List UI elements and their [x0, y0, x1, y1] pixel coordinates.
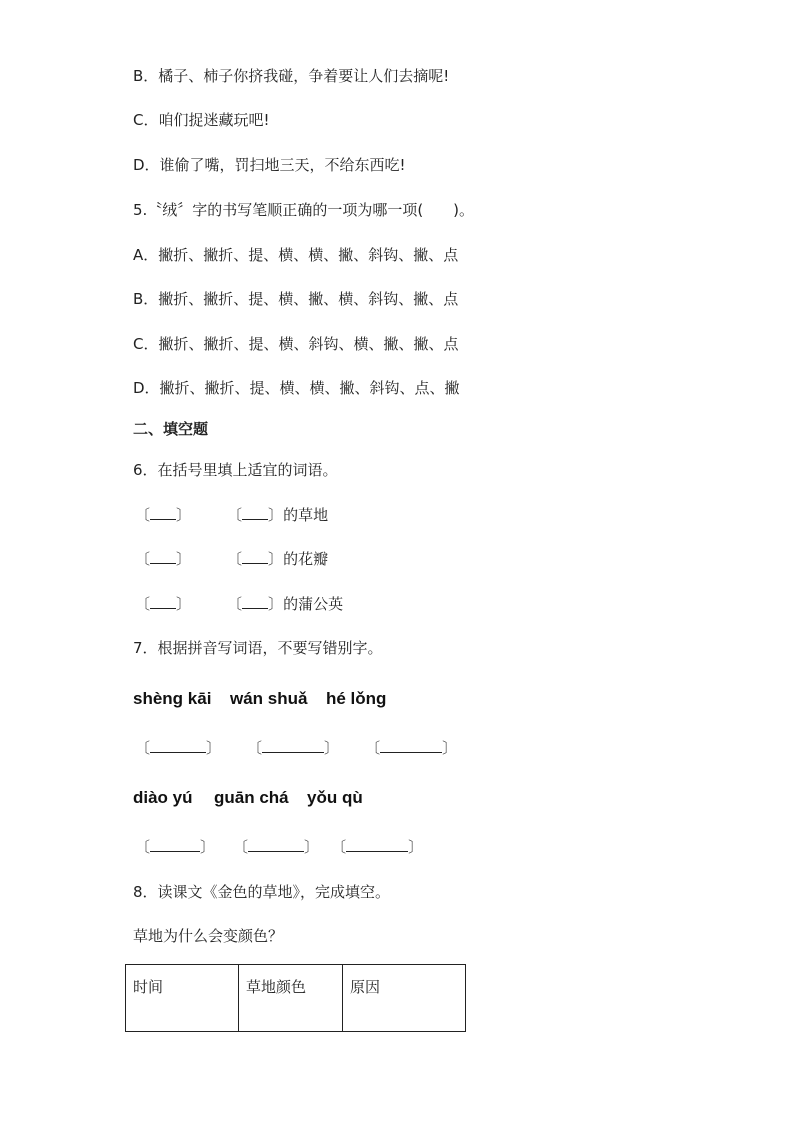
q6-suffix: 的草地 [283, 506, 329, 524]
q6-question: 6．在括号里填上适宜的词语。 [133, 461, 338, 479]
pinyin-word: hé lǒng [326, 689, 387, 708]
blank-field[interactable]: 〔 〕 [227, 550, 284, 568]
q8-question: 8．读课文《金色的草地》，完成填空。 [133, 883, 391, 901]
q5-option-d: D．撇折、撇折、提、横、横、撇、斜钩、点、撇 [133, 379, 460, 397]
answer-row-2 [135, 837, 423, 857]
answer-blank[interactable]: 〔 〕 [233, 838, 320, 856]
q7-question: 7．根据拼音写词语，不要写错别字。 [133, 639, 383, 657]
pinyin-word: shèng kāi [133, 689, 212, 708]
pinyin-word: wán shuǎ [230, 689, 308, 708]
q4-option-d: D．谁偷了嘴，罚扫地三天，不给东西吃! [133, 156, 406, 174]
q6-row-2 [135, 549, 328, 569]
blank-field[interactable]: 〔 〕 [135, 595, 192, 613]
blank-field[interactable]: 〔 〕 [227, 506, 284, 524]
q5-question: 5.〝绒〞字的书写笔顺正确的一项为哪一项( )。 [133, 201, 475, 219]
q6-suffix: 的花瓣 [283, 550, 329, 568]
pinyin-row-2 [133, 787, 363, 809]
q4-option-b: B．橘子、柿子你挤我碰，争着要让人们去摘呢! [133, 67, 450, 85]
q4-option-c: C．咱们捉迷藏玩吧! [133, 111, 270, 129]
q5-option-b: B．撇折、撇折、提、横、撇、横、斜钩、撇、点 [133, 290, 459, 308]
answer-blank[interactable]: 〔 〕 [135, 739, 222, 757]
table-header-time: 时间 [126, 965, 239, 1032]
answer-blank[interactable]: 〔 〕 [135, 838, 216, 856]
section-heading-fill-in: 二、填空题 [133, 420, 209, 438]
blank-field[interactable]: 〔 〕 [135, 506, 192, 524]
q8-sub-question: 草地为什么会变颜色？ [133, 927, 284, 945]
q5-option-a: A．撇折、撇折、提、横、横、撇、斜钩、撇、点 [133, 246, 459, 264]
table-row [126, 965, 466, 1032]
answer-blank[interactable]: 〔 〕 [365, 739, 458, 757]
answer-blank[interactable]: 〔 〕 [331, 838, 424, 856]
answer-row-1 [135, 738, 457, 758]
pinyin-word: yǒu qù [307, 788, 363, 807]
table-header-reason: 原因 [343, 965, 466, 1032]
q6-suffix: 的蒲公英 [283, 595, 344, 613]
answer-blank[interactable]: 〔 〕 [247, 739, 340, 757]
q6-row-3 [135, 594, 343, 614]
q5-option-c: C．撇折、撇折、提、横、斜钩、横、撇、撇、点 [133, 335, 459, 353]
q6-row-1 [135, 505, 328, 525]
pinyin-row-1 [133, 688, 386, 710]
q8-table [125, 964, 466, 1032]
pinyin-word: diào yú [133, 788, 193, 807]
blank-field[interactable]: 〔 〕 [135, 550, 192, 568]
table-header-grass-color: 草地颜色 [239, 965, 343, 1032]
pinyin-word: guān chá [214, 788, 289, 807]
blank-field[interactable]: 〔 〕 [227, 595, 284, 613]
